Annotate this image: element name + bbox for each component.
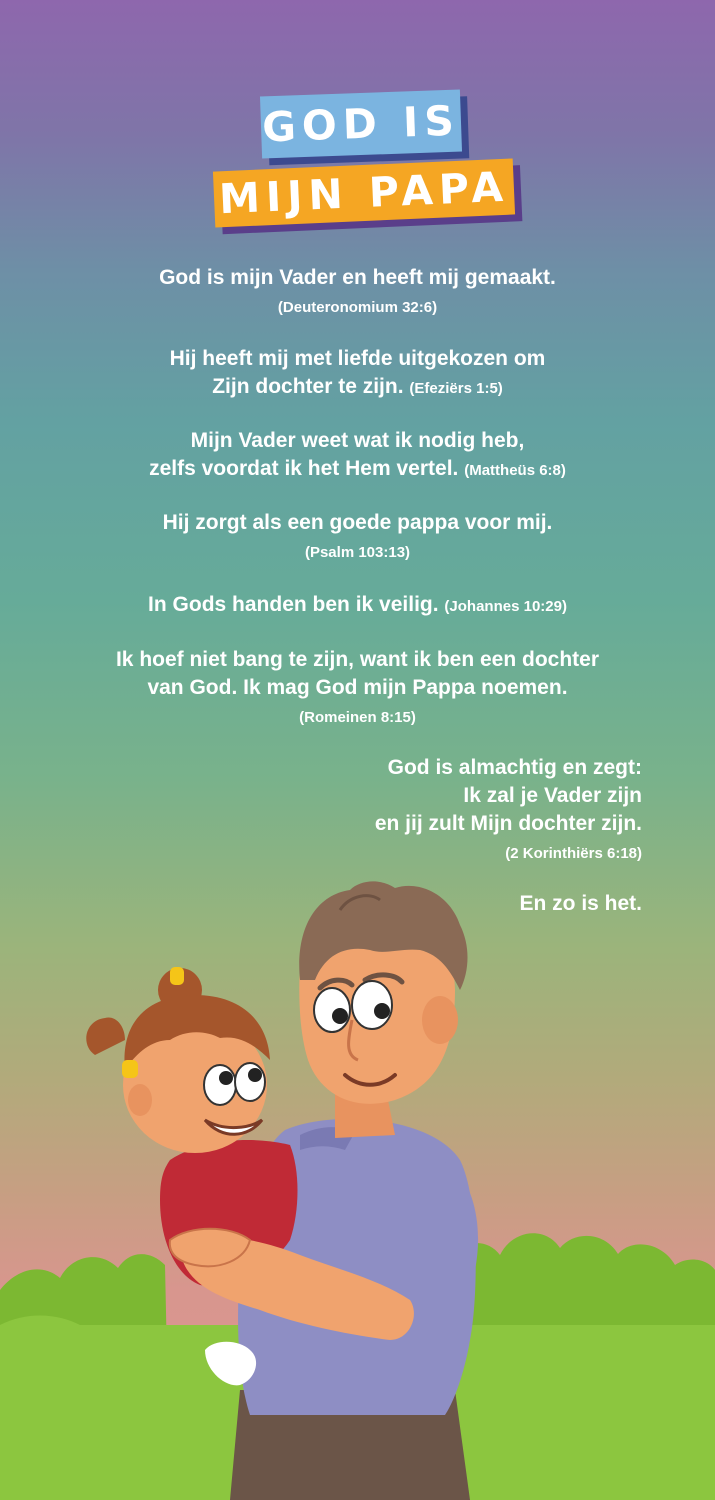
verse-reference: (Romeinen 8:15)	[299, 709, 416, 726]
verse-reference: (Mattheüs 6:8)	[464, 462, 566, 479]
verse-5	[0, 591, 715, 619]
verse-text: Mijn Vader weet wat ik nodig heb,	[190, 429, 525, 452]
closing-text: En zo is het.	[519, 892, 642, 915]
title	[0, 0, 715, 240]
verse-1	[0, 264, 715, 320]
verse-text: Ik hoef niet bang te zijn, want ik ben een dochter	[115, 648, 600, 671]
verse-text: God is almachtig en zegt:	[387, 756, 642, 779]
verse-2	[0, 345, 715, 401]
verse-reference: (Johannes 10:29)	[444, 598, 567, 615]
verse-text: God is mijn Vader en heeft mij gemaakt.	[159, 266, 556, 289]
verse-text: Hij heeft mij met liefde uitgekozen om	[169, 347, 546, 370]
title-line-1: GOD IS	[260, 90, 462, 159]
verse-text: Ik zal je Vader zijn	[463, 784, 642, 807]
verse-4	[0, 509, 715, 565]
verse-text: In Gods handen ben ik veilig.	[148, 593, 445, 616]
verse-7	[142, 754, 642, 866]
verse-reference: (Efeziërs 1:5)	[409, 380, 503, 397]
title-block-top	[260, 90, 462, 159]
title-line-2: MIJN PAPA	[213, 158, 515, 227]
verse-text: en jij zult Mijn dochter zijn.	[374, 812, 642, 835]
verse-text: zelfs voordat ik het Hem vertel.	[149, 457, 465, 480]
verse-reference: (Psalm 103:13)	[304, 544, 411, 561]
verse-6	[0, 646, 715, 730]
verse-3	[0, 427, 715, 483]
verse-text: Hij zorgt als een goede pappa voor mij.	[162, 511, 553, 534]
verse-reference: (2 Korinthiërs 6:18)	[505, 845, 642, 862]
title-block-bottom	[213, 158, 515, 227]
verse-text: Zijn dochter te zijn.	[212, 375, 410, 398]
verse-reference: (Deuteronomium 32:6)	[277, 299, 438, 316]
verse-text: van God. Ik mag God mijn Pappa noemen.	[147, 676, 568, 699]
father-daughter-illustration	[0, 870, 715, 1500]
